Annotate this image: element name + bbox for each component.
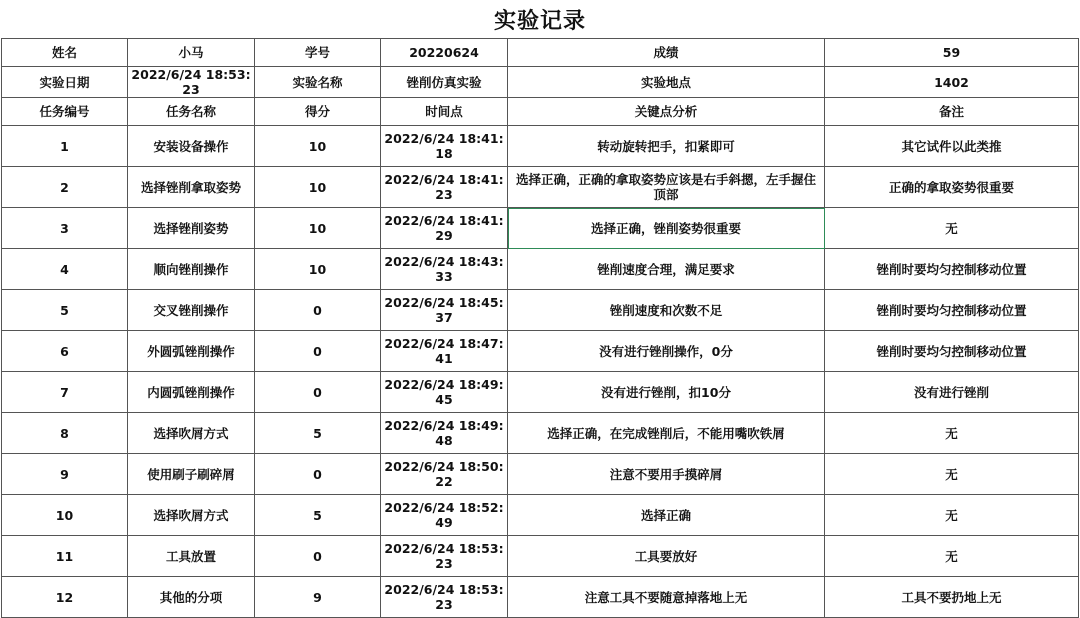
note-cell[interactable]: 锉削时要均匀控制移动位置 <box>825 249 1079 290</box>
header-time[interactable]: 时间点 <box>381 98 508 126</box>
score-cell[interactable]: 0 <box>255 372 381 413</box>
info-row <box>2 39 1079 67</box>
table-row <box>2 536 1079 577</box>
task-id-cell[interactable]: 12 <box>2 577 128 618</box>
task-name-cell[interactable]: 选择锉削姿势 <box>128 208 255 249</box>
info-value-student-id[interactable]: 20220624 <box>381 39 508 67</box>
task-id-cell[interactable]: 5 <box>2 290 128 331</box>
score-cell[interactable]: 0 <box>255 536 381 577</box>
task-id-cell[interactable]: 6 <box>2 331 128 372</box>
info-label-experiment-name[interactable]: 实验名称 <box>255 67 381 98</box>
header-task-id[interactable]: 任务编号 <box>2 98 128 126</box>
time-cell[interactable]: 2022/6/24 18:49:48 <box>381 413 508 454</box>
info-label-location[interactable]: 实验地点 <box>508 67 825 98</box>
task-name-cell[interactable]: 安装设备操作 <box>128 126 255 167</box>
task-name-cell[interactable]: 使用刷子刷碎屑 <box>128 454 255 495</box>
header-score[interactable]: 得分 <box>255 98 381 126</box>
time-cell[interactable]: 2022/6/24 18:43:33 <box>381 249 508 290</box>
note-cell[interactable]: 无 <box>825 413 1079 454</box>
info-label-name[interactable]: 姓名 <box>2 39 128 67</box>
info-value-name[interactable]: 小马 <box>128 39 255 67</box>
info-label-grade[interactable]: 成绩 <box>508 39 825 67</box>
task-name-cell[interactable]: 其他的分项 <box>128 577 255 618</box>
time-cell[interactable]: 2022/6/24 18:50:22 <box>381 454 508 495</box>
analysis-cell[interactable]: 没有进行锉削，扣10分 <box>508 372 825 413</box>
note-cell[interactable]: 锉削时要均匀控制移动位置 <box>825 290 1079 331</box>
note-cell[interactable]: 正确的拿取姿势很重要 <box>825 167 1079 208</box>
time-cell[interactable]: 2022/6/24 18:45:37 <box>381 290 508 331</box>
score-cell[interactable]: 0 <box>255 331 381 372</box>
table-row <box>2 126 1079 167</box>
task-id-cell[interactable]: 3 <box>2 208 128 249</box>
score-cell[interactable]: 10 <box>255 167 381 208</box>
info-label-student-id[interactable]: 学号 <box>255 39 381 67</box>
task-name-cell[interactable]: 交叉锉削操作 <box>128 290 255 331</box>
score-cell[interactable]: 0 <box>255 454 381 495</box>
score-cell[interactable]: 0 <box>255 290 381 331</box>
table-row <box>2 413 1079 454</box>
task-id-cell[interactable]: 4 <box>2 249 128 290</box>
note-cell[interactable]: 无 <box>825 454 1079 495</box>
info-value-location[interactable]: 1402 <box>825 67 1079 98</box>
table-row <box>2 495 1079 536</box>
task-id-cell[interactable]: 7 <box>2 372 128 413</box>
task-name-cell[interactable]: 外圆弧锉削操作 <box>128 331 255 372</box>
task-name-cell[interactable]: 选择锉削拿取姿势 <box>128 167 255 208</box>
task-name-cell[interactable]: 内圆弧锉削操作 <box>128 372 255 413</box>
note-cell[interactable]: 无 <box>825 495 1079 536</box>
time-cell[interactable]: 2022/6/24 18:53:23 <box>381 577 508 618</box>
table-row <box>2 577 1079 618</box>
analysis-cell[interactable]: 转动旋转把手，扣紧即可 <box>508 126 825 167</box>
score-cell[interactable]: 9 <box>255 577 381 618</box>
time-cell[interactable]: 2022/6/24 18:41:23 <box>381 167 508 208</box>
info-row <box>2 67 1079 98</box>
info-value-date[interactable]: 2022/6/24 18:53:23 <box>128 67 255 98</box>
header-analysis[interactable]: 关键点分析 <box>508 98 825 126</box>
note-cell[interactable]: 无 <box>825 536 1079 577</box>
note-cell[interactable]: 锉削时要均匀控制移动位置 <box>825 331 1079 372</box>
task-id-cell[interactable]: 1 <box>2 126 128 167</box>
score-cell[interactable]: 10 <box>255 249 381 290</box>
note-cell[interactable]: 无 <box>825 208 1079 249</box>
score-cell[interactable]: 5 <box>255 413 381 454</box>
analysis-cell[interactable]: 工具要放好 <box>508 536 825 577</box>
table-row <box>2 249 1079 290</box>
table-row <box>2 290 1079 331</box>
record-table <box>1 38 1079 618</box>
header-row <box>2 98 1079 126</box>
analysis-cell[interactable]: 注意不要用手摸碎屑 <box>508 454 825 495</box>
time-cell[interactable]: 2022/6/24 18:49:45 <box>381 372 508 413</box>
task-id-cell[interactable]: 11 <box>2 536 128 577</box>
analysis-cell[interactable]: 锉削速度合理，满足要求 <box>508 249 825 290</box>
time-cell[interactable]: 2022/6/24 18:41:18 <box>381 126 508 167</box>
task-name-cell[interactable]: 工具放置 <box>128 536 255 577</box>
analysis-cell[interactable]: 锉削速度和次数不足 <box>508 290 825 331</box>
analysis-cell[interactable]: 选择正确，锉削姿势很重要 <box>508 208 825 249</box>
time-cell[interactable]: 2022/6/24 18:53:23 <box>381 536 508 577</box>
note-cell[interactable]: 工具不要扔地上无 <box>825 577 1079 618</box>
analysis-cell[interactable]: 选择正确，正确的拿取姿势应该是右手斜摁，左手握住顶部 <box>508 167 825 208</box>
task-name-cell[interactable]: 选择吹屑方式 <box>128 413 255 454</box>
analysis-cell[interactable]: 选择正确 <box>508 495 825 536</box>
task-name-cell[interactable]: 顺向锉削操作 <box>128 249 255 290</box>
score-cell[interactable]: 5 <box>255 495 381 536</box>
score-cell[interactable]: 10 <box>255 208 381 249</box>
task-id-cell[interactable]: 9 <box>2 454 128 495</box>
table-row <box>2 454 1079 495</box>
info-value-grade[interactable]: 59 <box>825 39 1079 67</box>
table-row <box>2 167 1079 208</box>
note-cell[interactable]: 没有进行锉削 <box>825 372 1079 413</box>
info-value-experiment-name[interactable]: 锉削仿真实验 <box>381 67 508 98</box>
note-cell[interactable]: 其它试件以此类推 <box>825 126 1079 167</box>
header-task-name[interactable]: 任务名称 <box>128 98 255 126</box>
header-note[interactable]: 备注 <box>825 98 1079 126</box>
time-cell[interactable]: 2022/6/24 18:47:41 <box>381 331 508 372</box>
info-label-date[interactable]: 实验日期 <box>2 67 128 98</box>
analysis-cell[interactable]: 注意工具不要随意掉落地上无 <box>508 577 825 618</box>
table-row <box>2 331 1079 372</box>
task-id-cell[interactable]: 8 <box>2 413 128 454</box>
task-id-cell[interactable]: 10 <box>2 495 128 536</box>
time-cell[interactable]: 2022/6/24 18:52:49 <box>381 495 508 536</box>
table-row <box>2 372 1079 413</box>
page-title: 实验记录 <box>493 9 586 34</box>
task-name-cell[interactable]: 选择吹屑方式 <box>128 495 255 536</box>
analysis-cell[interactable]: 没有进行锉削操作，0分 <box>508 331 825 372</box>
table-row <box>2 208 1079 249</box>
analysis-cell[interactable]: 选择正确，在完成锉削后，不能用嘴吹铁屑 <box>508 413 825 454</box>
score-cell[interactable]: 10 <box>255 126 381 167</box>
task-id-cell[interactable]: 2 <box>2 167 128 208</box>
time-cell[interactable]: 2022/6/24 18:41:29 <box>381 208 508 249</box>
